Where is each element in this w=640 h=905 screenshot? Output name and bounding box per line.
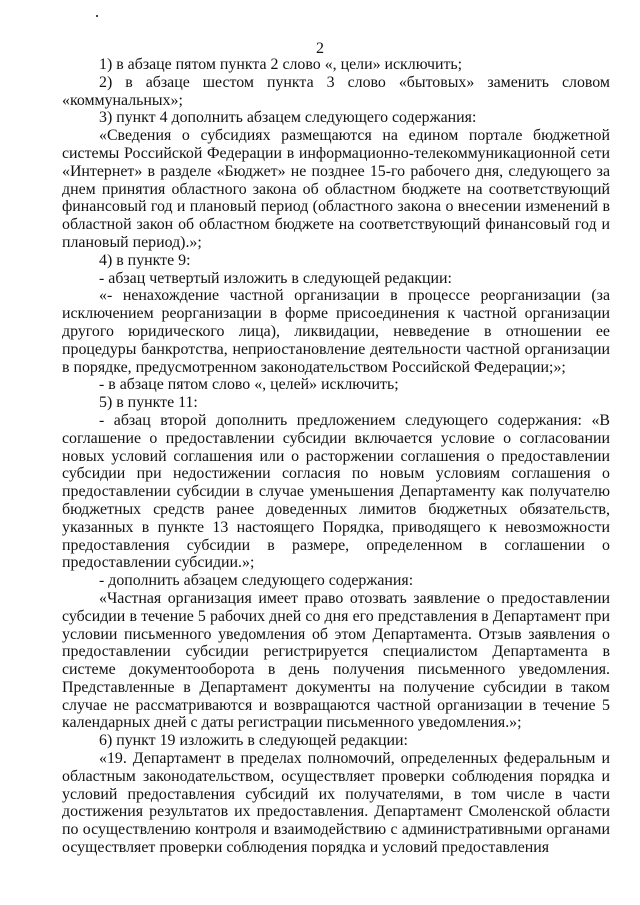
paragraph: «19. Департамент в пределах полномочий, определенных федеральным и областным законодательством, осуществляет проверки соблюдения порядка и условий предоставления субсидий их получателями, в том числе в части достижения результатов их предоставления. Департамент Смоленской области по осуществлению контроля и взаимодействию с административными органами осуществляет проверки соблюдения порядка и условий предоставления (62, 750, 610, 857)
paragraph: - в абзаце пятом слово «, целей» исключить; (99, 376, 399, 394)
paragraph: - абзац второй дополнить предложением следующего содержания: «В соглашение о предоставлении субсидии включается условие о согласовании новых условий соглашения или о расторжении соглашения о предоставлении субсидии при недостижении согласия по новым условиям соглашения о предоставлении субсидии в случае уменьшения Департаменту как получателю бюджетных средств ранее доведенных лимитов бюджетных обязательств, указанных в пункте 13 настоящего Порядка, приводящего к невозможности предоставления субсидии в размере, определенном в соглашении о предоставлении субсидии.»; (62, 411, 610, 572)
paragraph: 1) в абзаце пятом пункта 2 слово «, цели» исключить; (99, 56, 463, 73)
document-body (62, 56, 610, 857)
paragraph: 3) пункт 4 дополнить абзацем следующего содержания: (99, 109, 477, 127)
paragraph: - абзац четвертый изложить в следующей редакции: (99, 269, 452, 287)
paragraph: «Сведения о субсидиях размещаются на едином портале бюджетной системы Российской Федерации в информационно-телекоммуникационной сети «Интернет» в разделе «Бюджет» не позднее 15-го рабочего дня, следующего за днем принятия областного закона об областном бюджете на соответствующий финансовый год и плановый период (областного закона о внесении изменений в областной закон об областном бюджете на соответствующий финансовый год и плановый период).»; (62, 127, 610, 251)
paragraph: «- ненахождение частной организации в процессе реорганизации (за исключением реорганизации в форме присоединения к частной организации другого юридического лица), ликвидации, невведение в отношении ее процедуры банкротства, неприостановление деятельности частной организации в порядке, предусмотренном законодательством Российской Федерации;»; (62, 287, 610, 376)
paragraph: 5) в пункте 11: (99, 394, 198, 412)
paragraph: 2) в абзаце шестом пункта 3 слово «бытовых» заменить словом «коммунальных»; (62, 73, 610, 109)
paragraph: 4) в пункте 9: (99, 251, 191, 269)
paragraph: 6) пункт 19 изложить в следующей редакции: (99, 732, 408, 750)
scan-speck (96, 15, 98, 17)
paragraph: - дополнить абзацем следующего содержания: (99, 572, 414, 590)
paragraph: «Частная организация имеет право отозвать заявление о предоставлении субсидии в течение 5 рабочих дней со дня его представления в Департамент при условии письменного уведомления об этом Департамента. Отзыв заявления о предоставлении субсидии регистрируется специалистом Департамента в системе документооборота в день получения письменного уведомления. Представленные в Департамент документы на получение субсидии в таком случае не рассматриваются и возвращаются частной организации в течение 5 календарных дней с даты регистрации письменного уведомления.»; (62, 589, 610, 732)
page-number: 2 (316, 40, 324, 57)
